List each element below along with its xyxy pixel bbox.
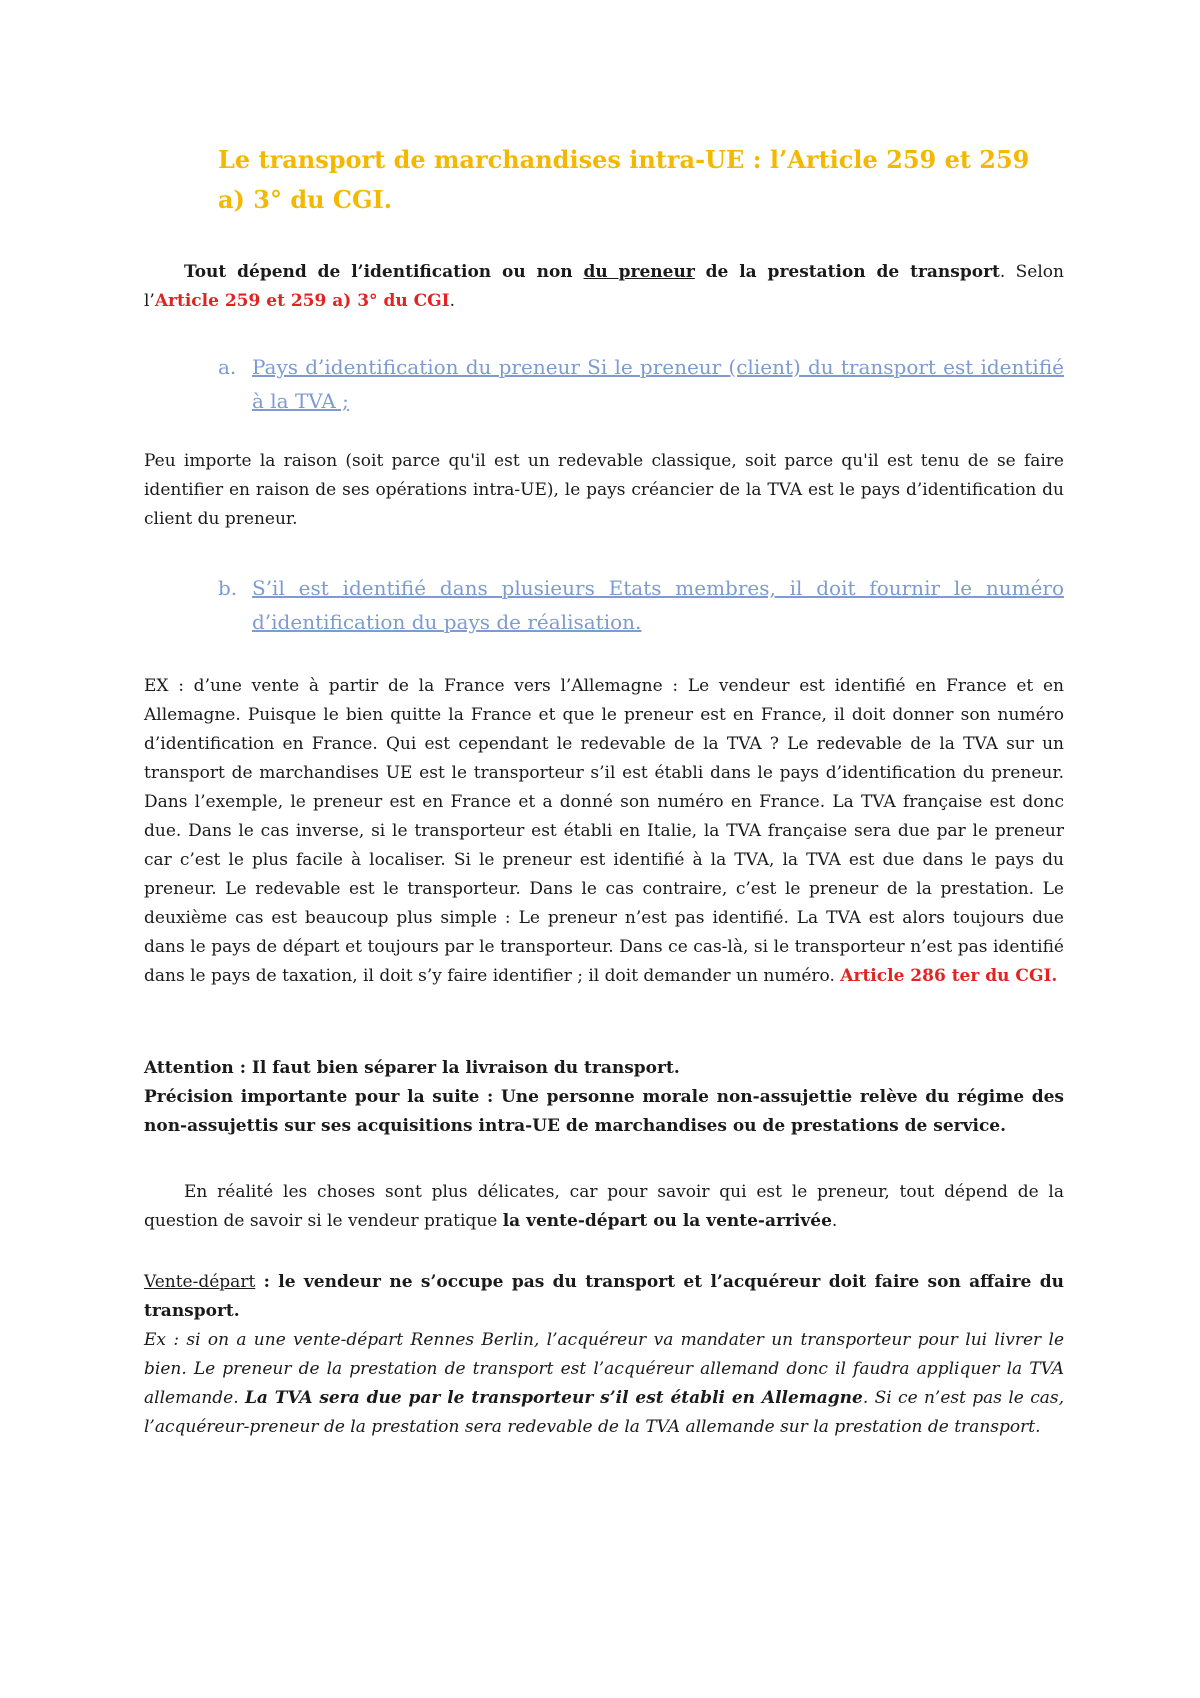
paragraph-a: Peu importe la raison (soit parce qu'il est un redevable classique, soit parce qu'il est tenu de se faire identifier en raison de ses opérations intra-UE), le pays créancier de la TVA est le pays d’identification du client du preneur. xyxy=(144,451,1064,529)
example-paragraph xyxy=(144,672,1064,991)
example-italic-paragraph xyxy=(144,1326,1064,1442)
section-heading-a xyxy=(218,350,1064,418)
reality-bold-text: la vente-départ ou la vente-arrivée xyxy=(502,1211,832,1231)
intro-bold-text: Tout dépend de l’identification ou non xyxy=(184,262,584,282)
intro-bold-text-2: de la prestation de transport xyxy=(694,262,1000,282)
section-heading-b xyxy=(218,571,1064,639)
intro-underlined-text: du preneur xyxy=(583,262,695,282)
ex-italic-text: Ex : si on a une vente-départ Rennes Berlin, l’acquéreur va mandater un transporteur pour lui livrer le bien. Le preneur de la prestation de transport est l’acquéreur allemand donc il faudra appliquer la TVA allemande. xyxy=(144,1330,1064,1408)
reality-paragraph xyxy=(144,1178,1064,1236)
precision-label: Précision importante pour la suite : xyxy=(144,1087,501,1107)
ex-italic-bold-text: La TVA sera due par le transporteur s’il est établi en Allemagne xyxy=(244,1388,863,1408)
intro-selon-text: . Selon l’ xyxy=(144,262,1064,311)
intro-end-text: . xyxy=(449,291,456,311)
intro-paragraph xyxy=(144,258,1064,316)
document-title: Le transport de marchandises intra-UE : l’Article 259 et 259 a) 3° du CGI. xyxy=(218,145,1030,214)
vente-depart-label: Vente-départ xyxy=(144,1272,256,1292)
intro-article-ref: Article 259 et 259 a) 3° du CGI xyxy=(154,291,450,311)
vente-depart-paragraph xyxy=(144,1268,1064,1326)
attention-note: Attention : Il faut bien séparer la livraison du transport. xyxy=(144,1058,680,1078)
ex-italic-text-2: . Si ce n’est pas le cas, l’acquéreur-preneur de la prestation sera redevable de la TVA allemande sur la prestation de transport. xyxy=(144,1388,1064,1437)
precision-note xyxy=(144,1083,1064,1141)
reality-text: En réalité les choses sont plus délicates, car pour savoir qui est le preneur, tout dépend de la question de savoir si le vendeur pratique xyxy=(144,1182,1064,1231)
section-marker-b: b. xyxy=(218,576,238,600)
section-heading-b-text: S’il est identifié dans plusieurs Etats membres, il doit fournir le numéro d’identification du pays de réalisation. xyxy=(252,576,1064,634)
vente-depart-text: : le vendeur ne s’occupe pas du transport et l’acquéreur doit faire son affaire du transport. xyxy=(144,1272,1064,1321)
example-article-ref: Article 286 ter du CGI. xyxy=(840,966,1058,986)
reality-end-text: . xyxy=(831,1211,838,1231)
section-heading-a-text: Pays d’identification du preneur Si le preneur (client) du transport est identifié à la TVA ; xyxy=(252,355,1064,413)
section-marker-a: a. xyxy=(218,355,237,379)
precision-text: Une personne morale non-assujettie relève du régime des non-assujettis sur ses acquisitions intra-UE de marchandises ou de prestations de service. xyxy=(144,1087,1064,1136)
example-text: EX : d’une vente à partir de la France vers l’Allemagne : Le vendeur est identifié en France et en Allemagne. Puisque le bien quitte la France et que le preneur est en France, il doit donner son numéro d’identification en France. Qui est cependant le redevable de la TVA ? Le redevable de la TVA sur un transport de marchandises UE est le transporteur s’il est établi dans le pays d’identification du preneur. Dans l’exemple, le preneur est en France et a donné son numéro en France. La TVA française est donc due. Dans le cas inverse, si le transporteur est établi en Italie, la TVA française sera due par le preneur car c’est le plus facile à localiser. Si le preneur est identifié à la TVA, la TVA est due dans le pays du preneur. Le redevable est le transporteur. Dans le cas contraire, c’est le preneur de la prestation. Le deuxième cas est beaucoup plus simple : Le preneur n’est pas identifié. La TVA est alors toujours due dans le pays de départ et toujours par le transporteur. Dans ce cas-là, si le transporteur n’est pas identifié dans le pays de taxation, il doit s’y faire identifier ; il doit demander un numéro. xyxy=(144,676,1064,986)
